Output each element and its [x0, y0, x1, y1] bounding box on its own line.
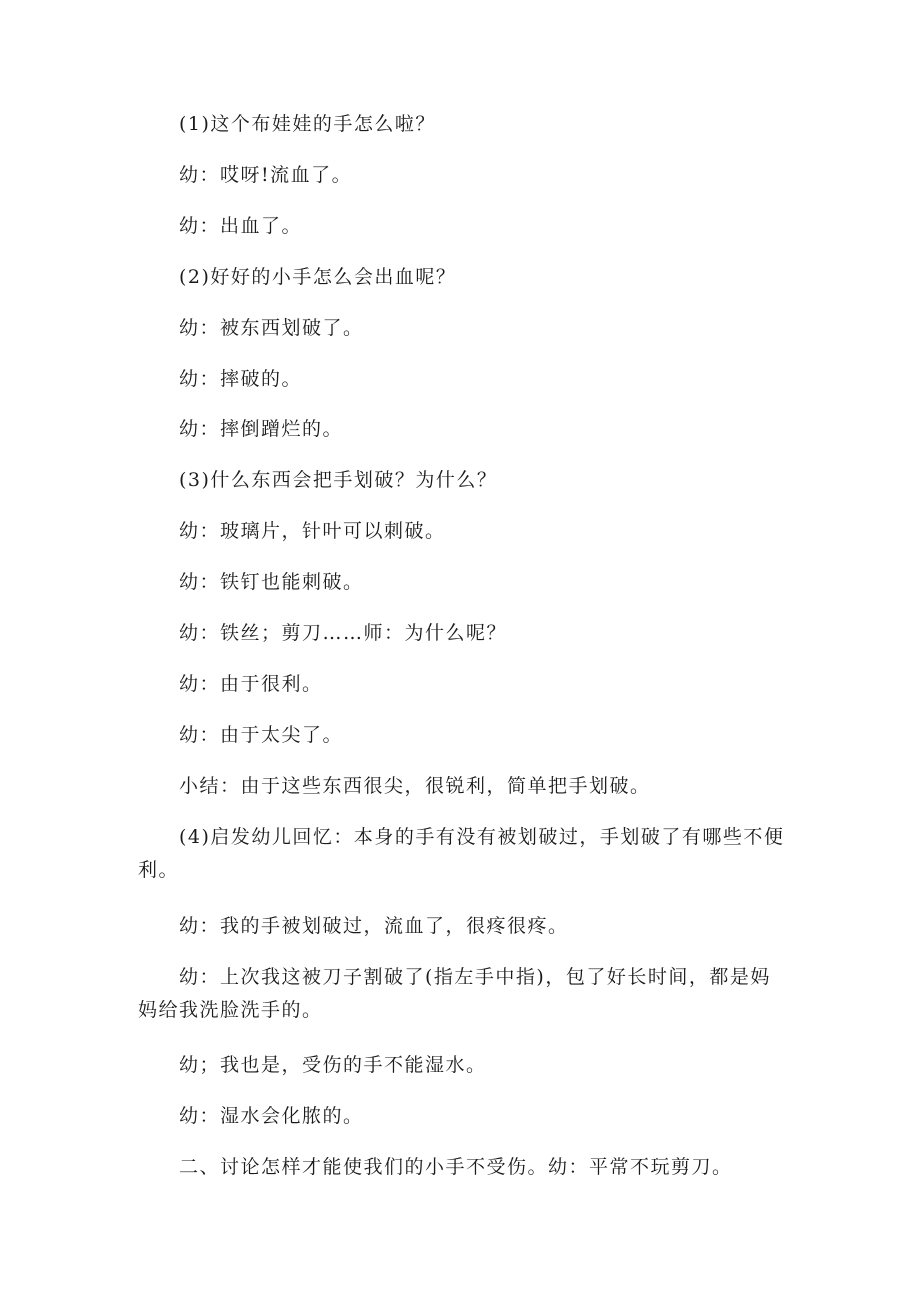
- paragraph-15: (4)启发幼儿回忆：本身的手有没有被划破过，手划破了有哪些不便利。: [138, 826, 785, 881]
- paragraph-16: 幼：我的手被划破过，流血了，很疼很疼。: [179, 915, 569, 937]
- paragraph-3: 幼：出血了。: [179, 215, 303, 237]
- paragraph-11: 幼：铁丝；剪刀……师：为什么呢？: [179, 622, 508, 644]
- paragraph-1: (1)这个布娃娃的手怎么啦？: [179, 113, 436, 135]
- paragraph-4: (2)好好的小手怎么会出血呢？: [179, 266, 457, 288]
- paragraph-10: 幼：铁钉也能刺破。: [179, 571, 364, 593]
- paragraph-17: 幼：上次我这被刀子割破了(指左手中指)，包了好长时间，都是妈妈给我洗脸洗手的。: [138, 966, 771, 1021]
- paragraph-9: 幼：玻璃片，针叶可以刺破。: [179, 520, 446, 542]
- paragraph-6: 幼：摔破的。: [179, 368, 303, 390]
- paragraph-7: 幼：摔倒蹭烂的。: [179, 418, 344, 440]
- paragraph-5: 幼：被东西划破了。: [179, 317, 364, 339]
- paragraph-18: 幼；我也是，受伤的手不能湿水。: [179, 1054, 487, 1076]
- paragraph-12: 幼：由于很利。: [179, 673, 323, 695]
- paragraph-19: 幼：湿水会化脓的。: [179, 1105, 364, 1127]
- paragraph-20: 二、讨论怎样才能使我们的小手不受伤。幼：平常不玩剪刀。: [179, 1156, 733, 1178]
- paragraph-14: 小结：由于这些东西很尖，很锐利，简单把手划破。: [179, 775, 651, 797]
- paragraph-2: 幼：哎呀!流血了。: [179, 164, 353, 186]
- paragraph-13: 幼：由于太尖了。: [179, 724, 344, 746]
- paragraph-8: (3)什么东西会把手划破？为什么？: [179, 469, 498, 491]
